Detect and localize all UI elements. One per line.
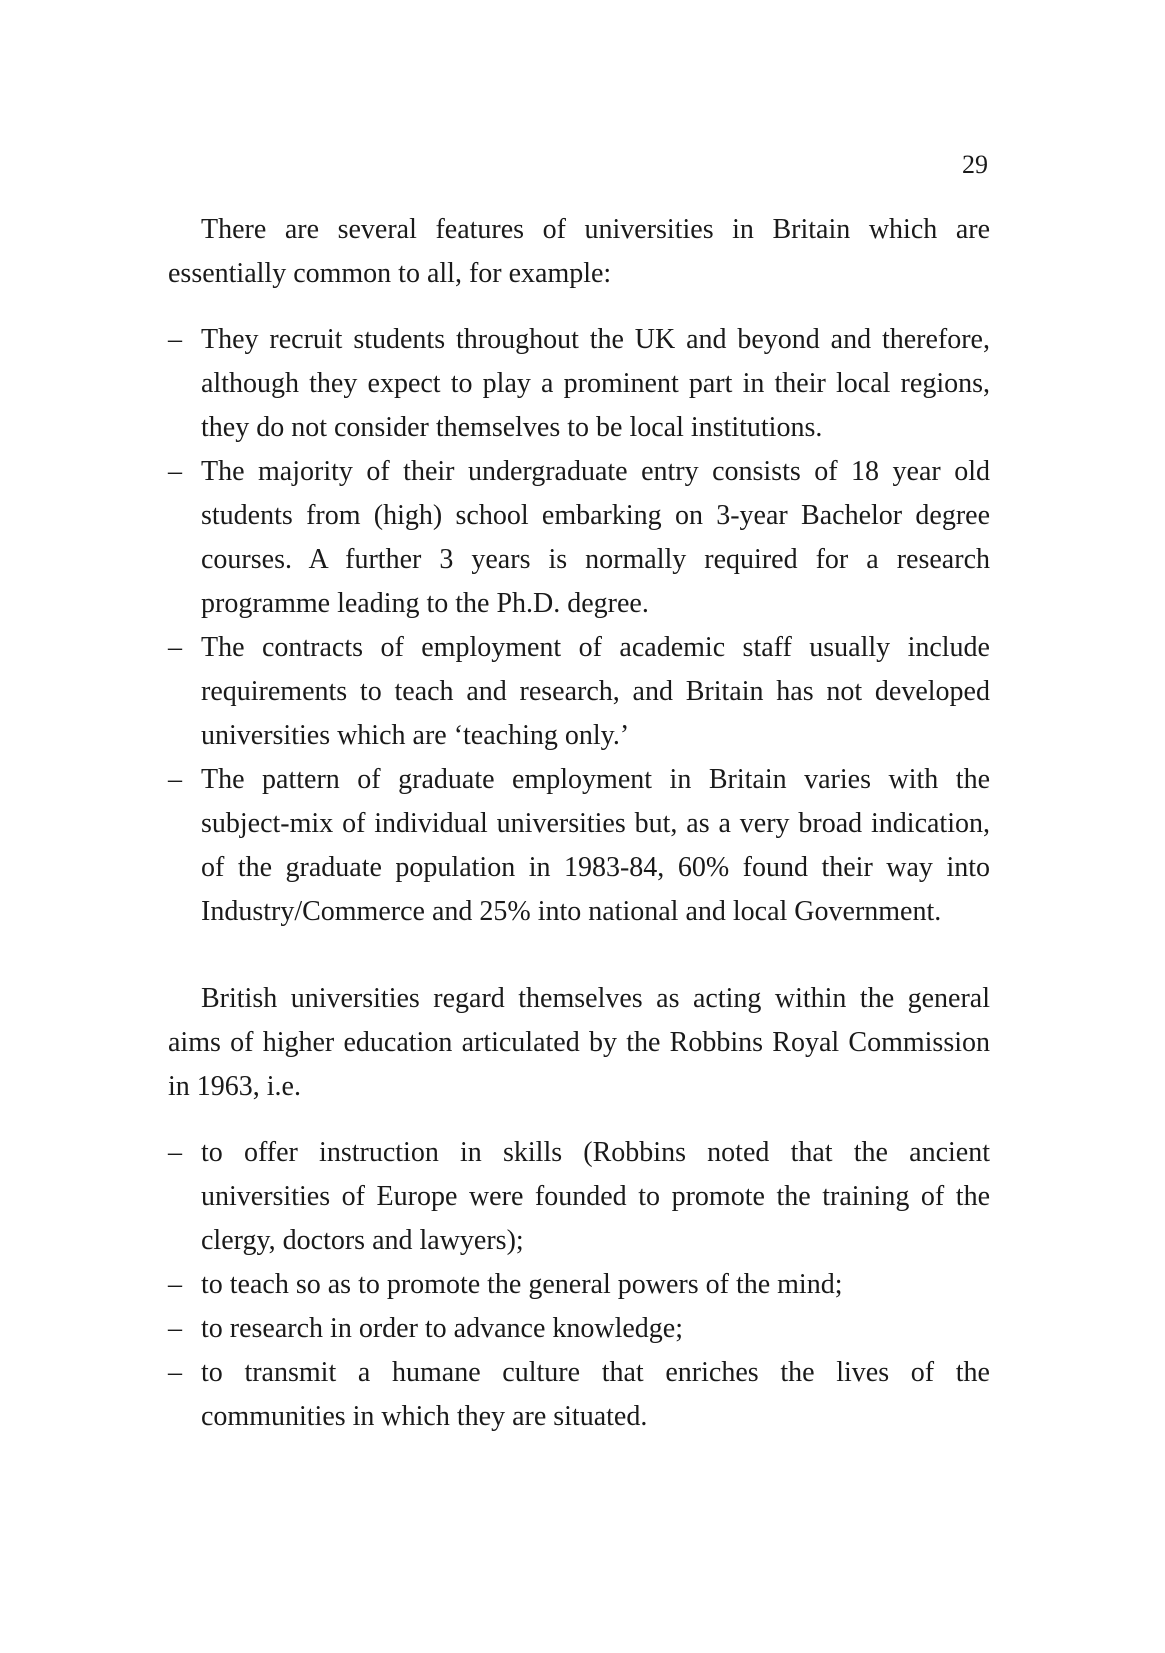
list-item-text: The majority of their undergraduate entry consists of 18 year old students from (high) school embarking on 3-year Bachelor degree courses. A further 3 years is normally required for a research programme leading to the Ph.D. degree. xyxy=(201,456,990,619)
intro-paragraph: There are several features of universities in Britain which are essentially common to all, for example: xyxy=(168,214,990,289)
aims-list xyxy=(168,1131,990,1439)
list-item xyxy=(168,450,990,626)
dash-bullet: – xyxy=(168,1137,182,1168)
list-item xyxy=(168,1351,990,1439)
list-item xyxy=(168,1307,990,1351)
list-item xyxy=(168,626,990,758)
dash-bullet: – xyxy=(168,324,182,355)
page-body xyxy=(168,208,990,1439)
list-item-text: to transmit a humane culture that enriches the lives of the communities in which they are situated. xyxy=(201,1357,990,1432)
dash-bullet: – xyxy=(168,1357,182,1388)
dash-bullet: – xyxy=(168,1269,182,1300)
list-item-text: to research in order to advance knowledge; xyxy=(201,1313,684,1344)
dash-bullet: – xyxy=(168,632,182,663)
page-number: 29 xyxy=(962,150,988,179)
list-item-text: to teach so as to promote the general powers of the mind; xyxy=(201,1269,843,1300)
robbins-paragraph: British universities regard themselves as acting within the general aims of higher education articulated by the Robbins Royal Commission in 1963, i.e. xyxy=(168,983,990,1102)
dash-bullet: – xyxy=(168,456,182,487)
list-item-text: The contracts of employment of academic staff usually include requirements to teach and research, and Britain has not developed universities which are ‘teaching only.’ xyxy=(201,632,990,751)
dash-bullet: – xyxy=(168,764,182,795)
list-item xyxy=(168,318,990,450)
list-item xyxy=(168,1263,990,1307)
list-item xyxy=(168,758,990,934)
list-item-text: to offer instruction in skills (Robbins noted that the ancient universities of Europe were founded to promote the training of the clergy, doctors and lawyers); xyxy=(201,1137,990,1256)
list-item-text: They recruit students throughout the UK and beyond and therefore, although they expect to play a prominent part in their local regions, they do not consider themselves to be local institutions. xyxy=(201,324,990,443)
list-item-text: The pattern of graduate employment in Britain varies with the subject-mix of individual universities but, as a very broad indication, of the graduate population in 1983-84, 60% found their way into Industry/Commerce and 25% into national and local Government. xyxy=(201,764,990,927)
features-list xyxy=(168,318,990,934)
dash-bullet: – xyxy=(168,1313,182,1344)
list-item xyxy=(168,1131,990,1263)
